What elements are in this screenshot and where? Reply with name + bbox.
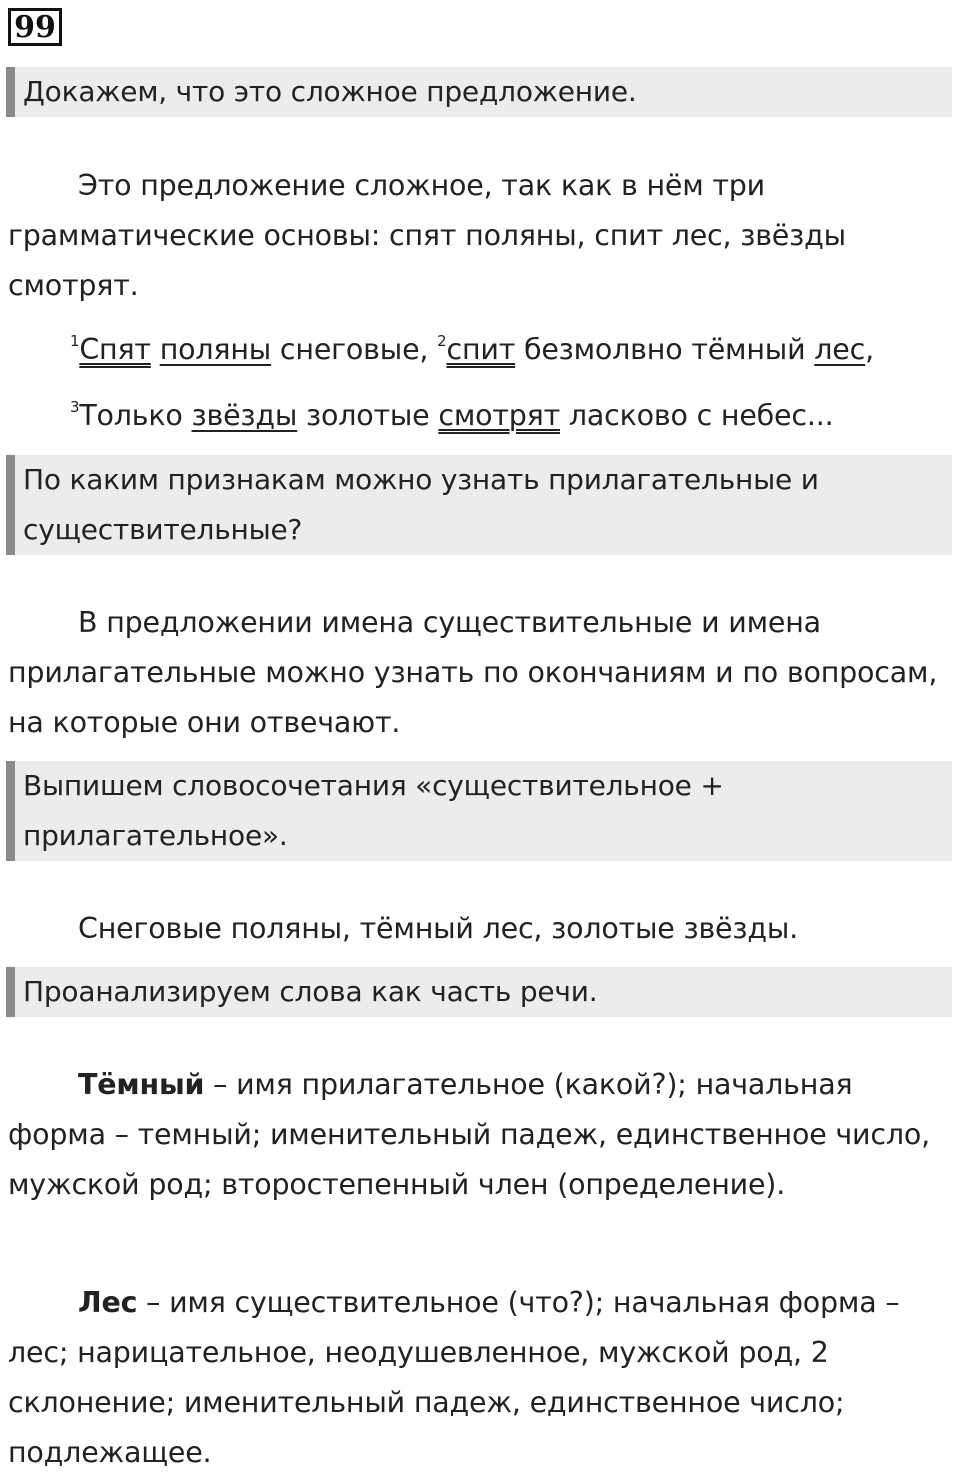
question-block-3 bbox=[6, 761, 952, 861]
question-text: Проанализируем слова как часть речи. bbox=[23, 975, 598, 1008]
poem-line-1 bbox=[70, 330, 950, 374]
answer-paragraph-4 bbox=[8, 1060, 938, 1210]
answer-text: – имя существительное (что?); начальная форма – лес; нарицательное, неодушевленное, мужской род, 2 склонение; именительный падеж, единственное число; подлежащее. bbox=[8, 1286, 900, 1469]
answer-text: В предложении имена существительные и имена прилагательные можно узнать по окончаниям и по вопросам, на которые они отвечают. bbox=[8, 606, 938, 739]
clause-number: 3 bbox=[70, 398, 80, 416]
predicate-word: спит bbox=[446, 333, 516, 366]
predicate-word: Спят bbox=[79, 333, 151, 366]
clause-number: 2 bbox=[437, 332, 447, 350]
predicate-word: смотрят bbox=[438, 399, 561, 432]
question-text: Докажем, что это сложное предложение. bbox=[23, 75, 637, 108]
subject-word: лес bbox=[814, 333, 866, 366]
answer-paragraph-1 bbox=[8, 161, 938, 311]
question-text: Выпишем словосочетания «существительное + прилагательное». bbox=[23, 769, 724, 852]
question-block-4 bbox=[6, 967, 952, 1017]
subject-word: поляны bbox=[159, 333, 272, 366]
question-block-2 bbox=[6, 455, 952, 555]
question-text: По каким признакам можно узнать прилагательные и существительные? bbox=[23, 463, 819, 546]
answer-paragraph-2 bbox=[8, 598, 938, 748]
poem-text: , bbox=[865, 333, 874, 366]
subject-word: звёзды bbox=[191, 399, 298, 432]
poem-text: безмолвно тёмный bbox=[515, 333, 815, 366]
analyzed-word: Тёмный bbox=[78, 1068, 205, 1101]
question-block-1 bbox=[6, 67, 952, 117]
exercise-number-box: 99 bbox=[8, 8, 62, 46]
poem-text: снеговые, bbox=[271, 333, 438, 366]
answer-paragraph-5 bbox=[8, 1278, 938, 1478]
answer-paragraph-3 bbox=[8, 904, 938, 954]
answer-text: – имя прилагательное (какой?); начальная форма – темный; именительный падеж, единственное число, мужской род; второстепенный член (определение). bbox=[8, 1068, 930, 1201]
clause-number: 1 bbox=[70, 332, 80, 350]
poem-text: Только bbox=[79, 399, 192, 432]
poem-text: золотые bbox=[297, 399, 439, 432]
analyzed-word: Лес bbox=[78, 1286, 138, 1319]
poem-text: ласково с небес... bbox=[560, 399, 834, 432]
answer-text: Снеговые поляны, тёмный лес, золотые звёзды. bbox=[78, 912, 798, 945]
poem-line-2 bbox=[70, 396, 950, 440]
answer-text: Это предложение сложное, так как в нём три грамматические основы: спят поляны, спит лес, звёзды смотрят. bbox=[8, 169, 846, 302]
